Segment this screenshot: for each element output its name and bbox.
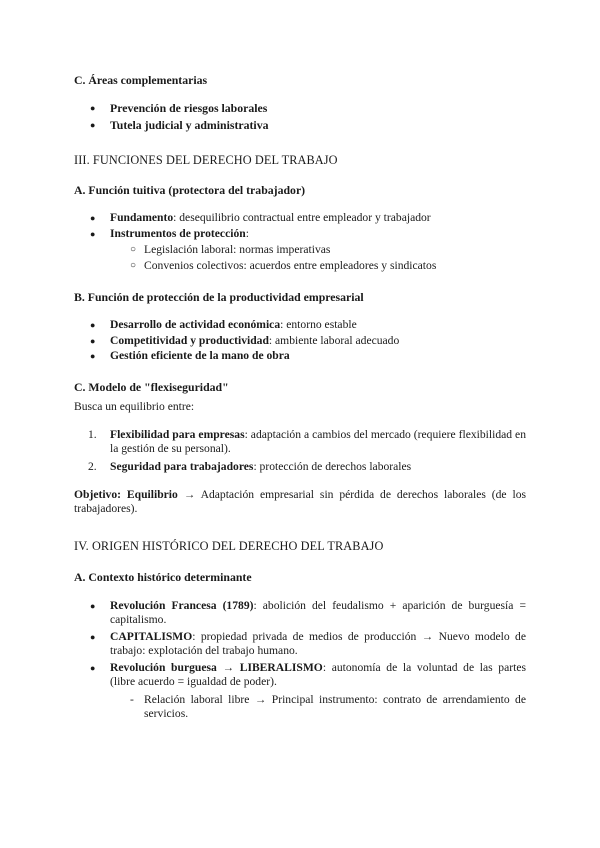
bullet-icon: ● — [90, 213, 96, 223]
document-page: C. Áreas complementarias ● Prevención de riesgos laborales ● Tutela judicial y administrativa III. FUNCIONES DEL DERECHO DEL TRABAJO A. Función tuitiva (protectora del trabajador) ● Fundamento: desequilibrio contractual entre empleador y trabajador ● Instrumentos de protección: ○ Legislación laboral: normas imperativas ○ Convenios colectivos: acuerdos entre empleadores y sindicatos B. Función de protección de la productividad empresarial ● Desarrollo de actividad económica: entorno estable ● Competitividad y productividad: ambiente laboral adecuado ● Gestión eficiente de la mano de obra C. Modelo de "flexiseguridad" Busca un equilibrio entre: 1. Flexibilidad para empresas: adaptación a cambios del mercado (requiere flexibilidad en la gestión de su personal). 2. Seguridad para trabajadores: protección de derechos laborales Objetivo: Equilibrio → Adaptación empresarial sin pérdida de derechos laborales (de los trabajadores). IV. ORIGEN HISTÓRICO DEL DERECHO DEL TRABAJO A. Contexto histórico determinante ● Revolución Francesa (1789): abolición del feudalismo + aparición de burguesía = capitalismo. ● CAPITALISMO: propiedad privada de medios de producción → Nuevo modelo de trabajo: explotación del trabajo humano. ● Revolución burguesa → LIBERALISMO: autonomía de la voluntad de las partes (libre acuerdo = igualdad de poder). - Relación laboral libre → Principal instrumento: contrato de arrendamiento de servicios. — [74, 73, 526, 720]
heading-section-iv: IV. ORIGEN HISTÓRICO DEL DERECHO DEL TRABAJO — [74, 539, 384, 553]
bullet-icon: ● — [90, 632, 96, 642]
circle-bullet-icon: ○ — [130, 260, 137, 271]
heading-funcion-tuitiva: A. Función tuitiva (protectora del trabajador) — [74, 183, 306, 197]
dash-bullet-icon: - — [130, 693, 134, 706]
bullet-icon: ● — [90, 120, 96, 130]
heading-flexiseguridad: C. Modelo de "flexiseguridad" — [74, 380, 229, 394]
bullet-icon: ● — [90, 336, 96, 346]
heading-section-iii: III. FUNCIONES DEL DERECHO DEL TRABAJO — [74, 153, 338, 167]
bullet-icon: ● — [90, 229, 96, 239]
bullet-icon: ● — [90, 320, 96, 330]
heading-contexto-historico: A. Contexto histórico determinante — [74, 570, 252, 584]
circle-bullet-icon: ○ — [130, 244, 137, 255]
intro-text: Busca un equilibrio entre: — [74, 400, 195, 413]
bullet-icon: ● — [90, 351, 96, 361]
objective-paragraph: Objetivo: Equilibrio → Adaptación empresarial sin pérdida de derechos laborales (de los trabajadores). — [74, 488, 526, 515]
heading-funcion-productividad: B. Función de protección de la productividad empresarial — [74, 290, 364, 304]
bullet-icon: ● — [90, 663, 96, 673]
bullet-icon: ● — [90, 601, 96, 611]
bullet-icon: ● — [90, 103, 96, 113]
heading-areas-complementarias: C. Áreas complementarias — [74, 73, 208, 87]
